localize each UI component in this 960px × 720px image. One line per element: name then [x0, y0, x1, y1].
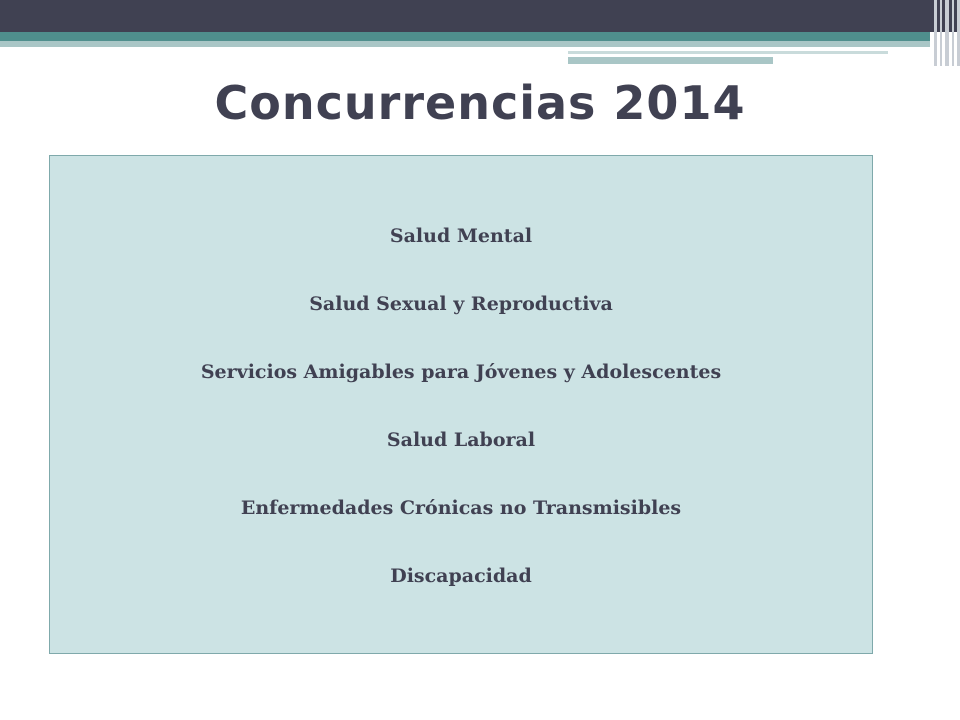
list-item: Salud Sexual y Reproductiva — [309, 293, 613, 315]
accent-line-secondary — [568, 57, 773, 64]
list-item: Enfermedades Crónicas no Transmisibles — [240, 497, 682, 519]
item-list — [50, 219, 872, 627]
header-bar — [0, 0, 960, 32]
slide-title: Concurrencias 2014 — [214, 76, 746, 130]
header-stripe-light — [0, 41, 930, 47]
list-item: Discapacidad — [390, 565, 532, 587]
list-item: Salud Mental — [389, 225, 533, 247]
content-box — [49, 155, 873, 654]
corner-decoration — [930, 0, 960, 66]
accent-line — [568, 51, 888, 54]
list-item: Servicios Amigables para Jóvenes y Adolescentes — [200, 361, 722, 383]
list-item: Salud Laboral — [386, 429, 536, 451]
header-stripe — [0, 32, 930, 41]
